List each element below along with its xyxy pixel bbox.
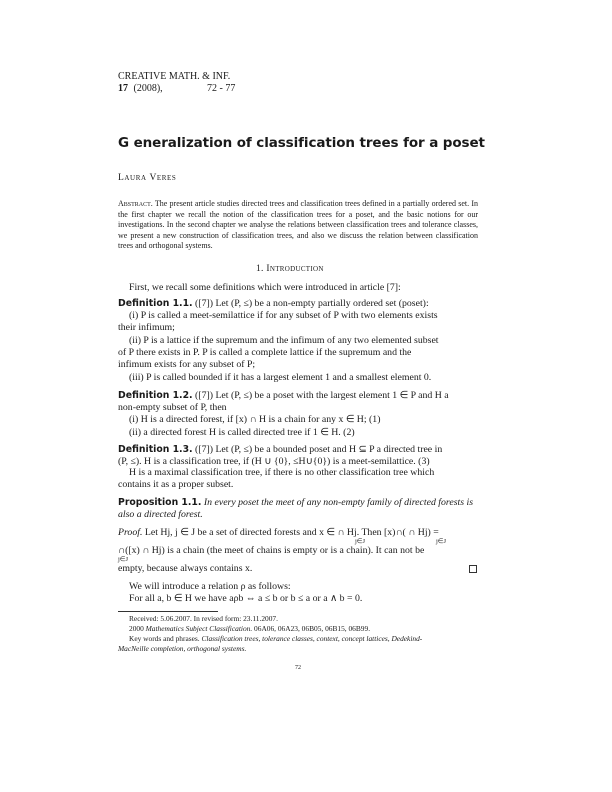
msc-label: Mathematics Subject Classification.: [145, 624, 253, 633]
volume-number: 17: [118, 83, 128, 94]
proof-line: [118, 527, 439, 538]
proof-line-3: empty, because always contains x.: [118, 563, 253, 574]
abstract-text: The present article studies directed trees and classification trees defined in a partially ordered set. In the first chapter we recall the notion of the classification trees for a poset, and the basic notions for our investigations. In the second chapter we analyse the relations between classification trees and tolerance classes, we present a new construction of classification trees, and also we discuss the relation between classification trees and orthogonal systems.: [118, 199, 478, 251]
definition-1-3-label: Definition 1.3.: [118, 444, 193, 455]
section-heading: 1. Introduction: [256, 264, 324, 274]
proposition-1-1-line: [118, 497, 473, 508]
definition-1-2-line: [118, 390, 449, 401]
proof-text: Let Hj, j ∈ J be a set of directed forests and x ∈ ∩ Hj. Then [x)∩( ∩ Hj) =: [144, 527, 439, 538]
definition-1-1-item-iii: (iii) P is called bounded if it has a largest element 1 and a smallest element 0.: [129, 372, 432, 383]
definition-1-1-item-ii-cont: of P there exists in P. P is called a complete lattice if the supremum and the: [118, 347, 412, 358]
relation-intro: We will introduce a relation ρ as follows:: [129, 581, 291, 592]
definition-1-1-item-i-cont: their infimum;: [118, 322, 175, 333]
abstract: [118, 199, 478, 252]
definition-1-3-line: [118, 444, 442, 455]
proposition-1-1-text: In every poset the meet of any non-empty family of directed forests is: [203, 497, 474, 508]
keywords-cont: MacNeille completion, orthogonal systems.: [118, 644, 247, 653]
journal-name: CREATIVE MATH. & INF.: [118, 71, 231, 82]
definition-1-2-text: ([7]) Let (P, ≤) be a poset with the largest element 1 ∈ P and H a: [195, 390, 449, 401]
msc-year: 2000: [129, 624, 144, 633]
msc-codes: 06A06, 06A23, 06B05, 06B15, 06B99.: [254, 624, 371, 633]
intro-line: First, we recall some definitions which were introduced in article [7]:: [129, 282, 401, 293]
proof-line-2: ∩([x) ∩ Hj) is a chain (the meet of chains is empty or is a chain). It can not be: [118, 545, 425, 556]
definition-1-3-cont3: contains it as a proper subset.: [118, 479, 234, 490]
definition-1-1-item-ii-cont2: infimum exists for any subset of P;: [118, 359, 256, 370]
subscript-j-in-j-1: j∈J: [355, 538, 365, 545]
qed-box-icon: [469, 565, 477, 573]
proposition-1-1-cont: also a directed forest.: [118, 509, 203, 520]
relation-definition: For all a, b ∈ H we have aρb ⇔ a ≤ b or b ≤ a or a ∧ b = 0.: [129, 593, 363, 604]
received-note: Received: 5.06.2007. In revised form: 23.11.2007.: [129, 614, 278, 623]
definition-1-1-label: Definition 1.1.: [118, 298, 193, 309]
definition-1-1-item-ii: (ii) P is a lattice if the supremum and the infimum of any two elemented subset: [129, 335, 439, 346]
page-number: 72: [295, 665, 301, 671]
page-range: 72 - 77: [207, 83, 236, 94]
abstract-label: Abstract.: [118, 199, 153, 208]
definition-1-3-text: ([7]) Let (P, ≤) be a bounded poset and H ⊆ P a directed tree in: [195, 444, 443, 455]
volume-line: [118, 83, 163, 95]
paper-title: G eneralization of classification trees for a poset: [118, 135, 485, 151]
definition-1-1-item-i: (i) P is called a meet-semilattice if for any subset of P with two elements exists: [129, 310, 438, 321]
definition-1-3-cont: (P, ≤). H is a classification tree, if (H ∪ {0}, ≤H∪{0}) is a meet-semilattice. (3): [118, 456, 430, 467]
year: (2008),: [133, 83, 163, 94]
keywords-note: [129, 634, 422, 644]
footnote-divider: [118, 611, 218, 612]
definition-1-2-label: Definition 1.2.: [118, 390, 193, 401]
definition-1-1-text: ([7]) Let (P, ≤) be a non-empty partially ordered set (poset):: [195, 298, 429, 309]
definition-1-2-item-i: (i) H is a directed forest, if [x) ∩ H is a chain for any x ∈ H; (1): [129, 414, 381, 425]
subscript-j-in-j-2: j∈J: [436, 538, 446, 545]
msc-note: [129, 624, 370, 634]
author-name: Laura Veres: [118, 173, 177, 183]
keywords-label: Key words and phrases.: [129, 634, 200, 643]
definition-1-3-cont2: H is a maximal classification tree, if there is no other classification tree which: [129, 467, 435, 478]
subscript-j-in-j-3: j∈J: [118, 556, 128, 563]
keywords-text: Classification trees, tolerance classes, context, concept lattices, Dedekind-: [201, 634, 423, 643]
definition-1-2-cont: non-empty subset of P, then: [118, 402, 227, 413]
definition-1-2-item-ii: (ii) a directed forest H is called directed tree if 1 ∈ H. (2): [129, 427, 355, 438]
proof-label: Proof.: [118, 527, 143, 538]
definition-1-1-line: [118, 298, 429, 309]
proposition-1-1-label: Proposition 1.1.: [118, 497, 202, 508]
